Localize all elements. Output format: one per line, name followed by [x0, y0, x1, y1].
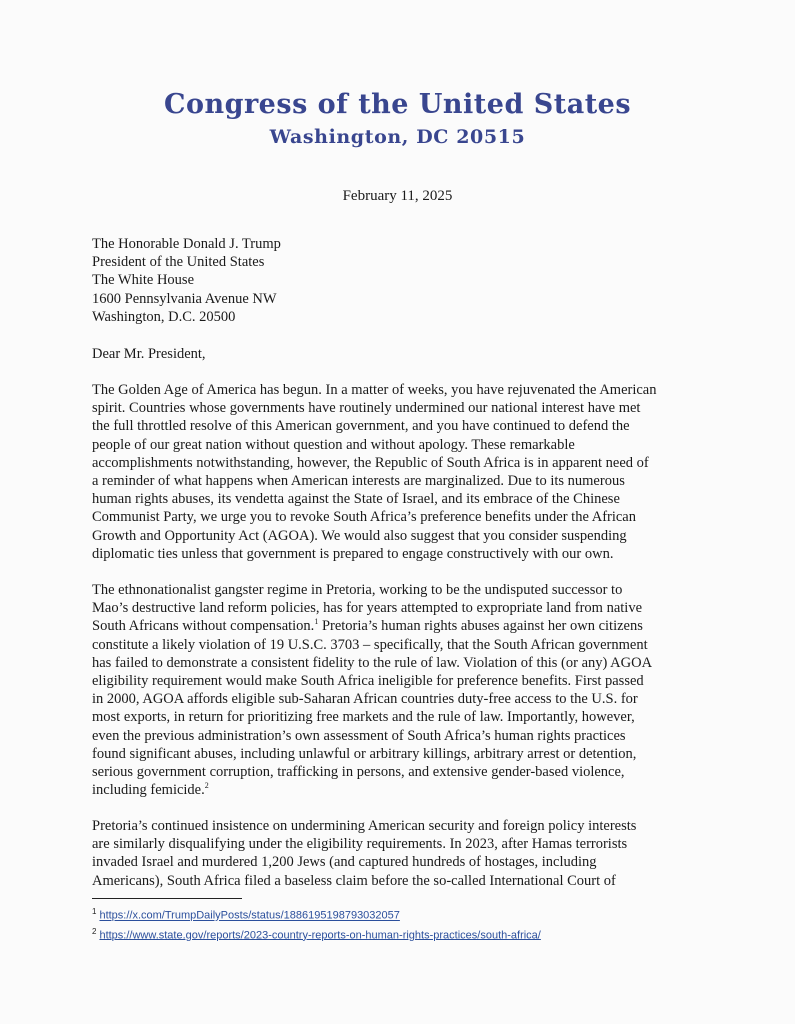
text-segment: Pretoria’s human rights abuses against her own citizens	[318, 618, 643, 635]
text-line: Growth and Opportunity Act (AGOA). We would also suggest that you consider suspending	[92, 527, 627, 544]
text-line: a reminder of what happens when American interests are marginalized. Due to its numerous	[92, 473, 625, 490]
text-line	[92, 781, 709, 799]
footnote-marker-1[interactable]: 1	[314, 617, 319, 627]
footnote-number: 1	[92, 907, 97, 916]
recipient-address	[92, 235, 709, 326]
text-line: Communist Party, we urge you to revoke South Africa’s preference benefits under the African	[92, 509, 636, 526]
address-line: The Honorable Donald J. Trump	[92, 236, 281, 252]
footnote-link-2[interactable]: https://www.state.gov/reports/2023-country-reports-on-human-rights-practices/south-africa/	[99, 929, 541, 942]
text-line: Mao’s destructive land reform policies, has for years attempted to expropriate land from native	[92, 600, 643, 617]
footnote-2	[92, 924, 541, 944]
salutation: Dear Mr. President,	[92, 346, 206, 362]
text-line: people of our great nation without question and without apology. These remarkable	[92, 436, 575, 453]
footnote-marker-2[interactable]: 2	[204, 781, 209, 791]
text-line: found significant abuses, including unlawful or arbitrary killings, arbitrary arrest or detention,	[92, 745, 637, 762]
footnote-divider	[92, 898, 242, 899]
letterhead	[0, 88, 795, 150]
footnote-number: 2	[92, 926, 97, 936]
text-line: diplomatic ties unless that government is prepared to engage constructively with our own.	[92, 545, 614, 562]
address-line: The White House	[92, 272, 195, 289]
text-line: The Golden Age of America has begun. In a matter of weeks, you have rejuvenated the American	[92, 382, 657, 398]
text-line: The ethnonationalist gangster regime in Pretoria, working to be the undisputed successor to	[92, 582, 623, 598]
footnotes	[92, 904, 541, 943]
text-line	[92, 617, 709, 635]
text-line: most exports, in return for prioritizing free markets and the rule of law. Importantly, however,	[92, 709, 635, 726]
address-line: Washington, D.C. 20500	[92, 308, 236, 325]
text-line: the full throttled resolve of this American government, and you have continued to defend the	[92, 418, 630, 435]
text-segment: including femicide.	[92, 782, 205, 799]
letterhead-title: Congress of the United States	[163, 89, 632, 120]
letter-date: February 11, 2025	[342, 188, 453, 204]
footnote-1	[92, 904, 541, 924]
paragraph-1	[92, 381, 709, 563]
text-line: invaded Israel and murdered 1,200 Jews (and captured hundreds of hostages, including	[92, 854, 597, 871]
text-line: eligibility requirement would make South Africa ineligible for preference benefits. First passed	[92, 673, 644, 690]
text-line: are similarly disqualifying under the eligibility requirements. In 2023, after Hamas terrorists	[92, 836, 628, 853]
text-line: accomplishments notwithstanding, however, the Republic of South Africa is in apparent need of	[92, 454, 649, 471]
text-line: Americans), South Africa filed a baseless claim before the so-called International Court of	[92, 872, 616, 889]
text-line: spirit. Countries whose governments have routinely undermined our national interest have met	[92, 400, 641, 417]
text-line: Pretoria’s continued insistence on undermining American security and foreign policy interests	[92, 818, 637, 834]
paragraph-3	[92, 817, 709, 890]
paragraph-2	[92, 581, 709, 799]
text-line: even the previous administration’s own assessment of South Africa’s human rights practices	[92, 727, 626, 744]
address-line: President of the United States	[92, 254, 265, 271]
text-line: serious government corruption, trafficking in persons, and extensive gender-based violence,	[92, 764, 625, 781]
letterhead-location: Washington, DC 20515	[269, 126, 526, 148]
footnote-link-1[interactable]: https://x.com/TrumpDailyPosts/status/1886195198793032057	[99, 909, 400, 922]
text-line: in 2000, AGOA affords eligible sub-Saharan African countries duty-free access to the U.S. for	[92, 691, 638, 708]
text-line: has failed to demonstrate a consistent fidelity to the rule of law. Violation of this (or any) AGOA	[92, 654, 653, 671]
address-line: 1600 Pennsylvania Avenue NW	[92, 290, 277, 307]
text-line: constitute a likely violation of 19 U.S.C. 3703 – specifically, that the South African government	[92, 636, 648, 653]
text-line: human rights abuses, its vendetta against the State of Israel, and its embrace of the Chinese	[92, 491, 620, 508]
text-segment: South Africans without compensation.	[92, 618, 315, 635]
